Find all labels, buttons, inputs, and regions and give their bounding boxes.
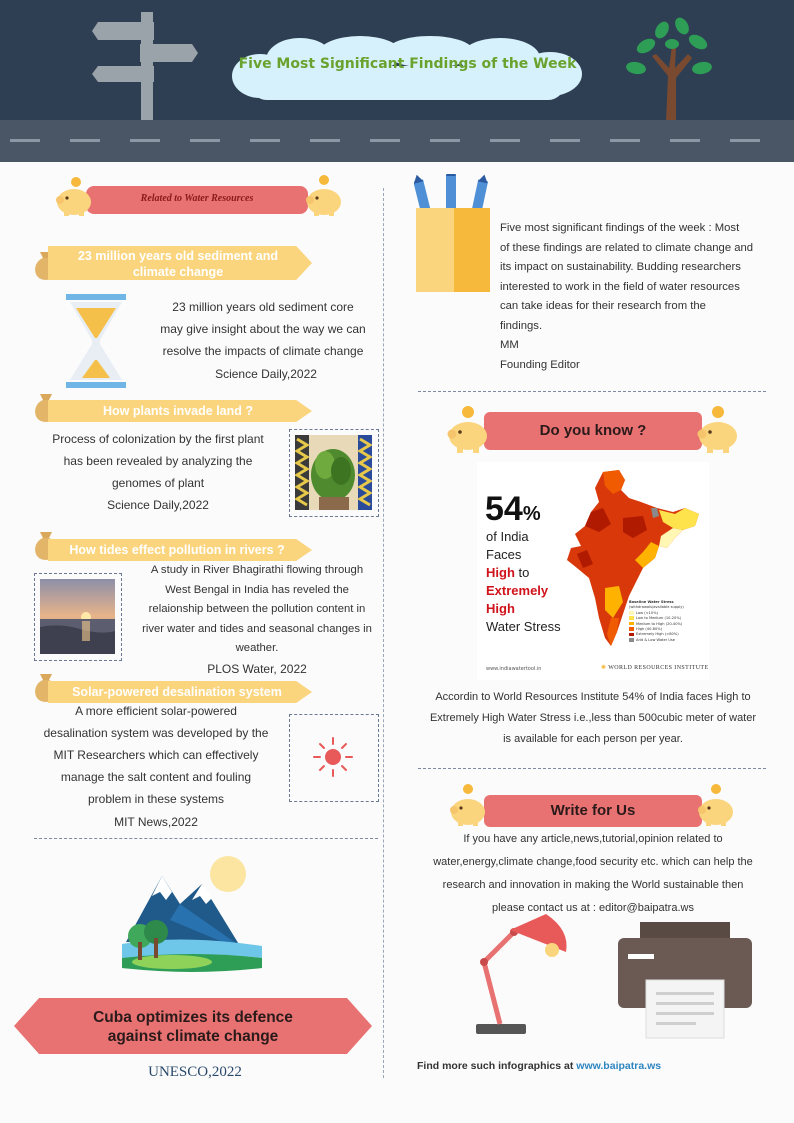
wri-logo-icon: ✺ xyxy=(601,665,609,671)
finding-2-source: Science Daily,2022 xyxy=(107,498,209,512)
map-source-site: www.indiawatertool.in xyxy=(486,666,542,672)
intro-text: Five most significant findings of the week : Most of these findings are related to climate change and its impact on sustainability. Budding researchers interested to work in the field of water resources can take ideas for their research from the findings. MM Founding Editor xyxy=(500,222,754,371)
finding-1-title: 23 million years old sediment and climate change xyxy=(77,249,279,279)
cuba-source: UNESCO,2022 xyxy=(148,1064,242,1080)
page-title: Five Most Significant Findings of the Week xyxy=(238,56,577,72)
piggy-bank-icon xyxy=(446,404,490,454)
legend-swatch xyxy=(629,616,634,620)
legend-swatch xyxy=(629,627,634,631)
footer-link[interactable]: www.baipatra.ws xyxy=(576,1060,662,1072)
water-stress-text: Accordin to World Resources Institute 54% of India faces High to Extremely High Water Stress i.e.,less than 500cubic meter of water is available for each person per year. xyxy=(429,691,757,745)
legend-item: Low (<10%) xyxy=(629,611,684,616)
piggy-bank-icon xyxy=(448,782,488,828)
plants-photo xyxy=(295,435,372,510)
legend-item: Arid & Low Water Use xyxy=(629,638,684,643)
legend-item: Extremely High (>80%) xyxy=(629,632,684,637)
plants-photo-frame xyxy=(289,429,379,517)
legend-item: Medium to High (20-40%) xyxy=(629,622,684,627)
write-for-us-text: If you have any article,news,tutorial,opinion related to water,energy,climate change,food security etc. which can help the research and innovation in making the World sustainable then please contact us at : editor@baipatra.ws xyxy=(433,833,753,914)
finding-3-source: PLOS Water, 2022 xyxy=(207,662,307,676)
piggy-bank-icon xyxy=(696,404,740,454)
mountain-landscape-illustration xyxy=(122,854,264,976)
piggy-bank-icon xyxy=(304,174,344,218)
map-legend: Baseline Water Stress (withdrawals/available supply) Low (<10%) Low to Medium (10-20%) Medium to High (20-40%) High (40-80%) Extremely High (>80%) Arid & Low Water Use xyxy=(629,600,684,642)
legend-item: Low to Medium (10-20%) xyxy=(629,616,684,621)
do-you-know-label: Do you know ? xyxy=(539,422,647,439)
river-sunset-photo xyxy=(40,579,115,654)
finding-1-text: 23 million years old sediment core may give insight about the way we can resolve the impacts of climate change xyxy=(160,300,366,358)
desk-lamp-icon xyxy=(470,912,574,1038)
sun-icon xyxy=(295,720,372,795)
legend-swatch xyxy=(629,611,634,615)
section-label: Related to Water Resources xyxy=(140,193,254,204)
finding-3-text: A study in River Bhagirathi flowing through West Bengal in India has reveled the relaionship between the pollution content in river water and tides and seasonal changes in weather. xyxy=(142,564,372,654)
hourglass-icon xyxy=(64,294,128,390)
finding-4-source: MIT News,2022 xyxy=(114,815,198,829)
footer-note: Find more such infographics at www.baipatra.ws xyxy=(417,1060,662,1072)
legend-swatch xyxy=(629,638,634,642)
road-strip xyxy=(0,120,794,162)
header-banner xyxy=(0,0,794,162)
pencil-cup-icon xyxy=(414,174,492,294)
finding-2-text: Process of colonization by the first plant has been revealed by analyzing the genomes of plant xyxy=(52,432,264,490)
map-percent: 54% xyxy=(485,490,541,528)
piggy-bank-icon xyxy=(54,176,94,218)
wri-logo: ✺ WORLD RESOURCES INSTITUTE xyxy=(601,665,709,671)
finding-1-source: Science Daily,2022 xyxy=(215,367,317,381)
river-photo-frame xyxy=(34,573,122,661)
divider-left xyxy=(34,838,378,839)
cuba-headline: Cuba optimizes its defence against climate change xyxy=(93,1009,293,1045)
legend-swatch xyxy=(629,622,634,626)
finding-2-title: How plants invade land ? xyxy=(102,404,254,418)
signpost-icon xyxy=(92,10,202,120)
legend-swatch xyxy=(629,633,634,637)
india-water-stress-map xyxy=(477,462,709,680)
finding-4-title: Solar-powered desalination system xyxy=(72,685,282,699)
divider-right-2 xyxy=(418,768,766,769)
map-caption: of India Faces High to Extremely High Water Stress xyxy=(486,529,561,634)
piggy-bank-icon xyxy=(696,782,736,828)
column-divider xyxy=(383,188,384,1078)
finding-3-title: How tides effect pollution in rivers ? xyxy=(69,543,285,557)
finding-4-text: A more efficient solar-powered desalination system was developed by the MIT Researchers which can effectively manage the salt content and fouling problem in these systems xyxy=(43,704,269,806)
write-for-us-label: Write for Us xyxy=(550,802,636,819)
tree-icon xyxy=(622,16,714,122)
divider-right-1 xyxy=(418,391,766,392)
sun-icon-frame xyxy=(289,714,379,802)
printer-icon xyxy=(618,920,752,1040)
legend-item: High (40-80%) xyxy=(629,627,684,632)
